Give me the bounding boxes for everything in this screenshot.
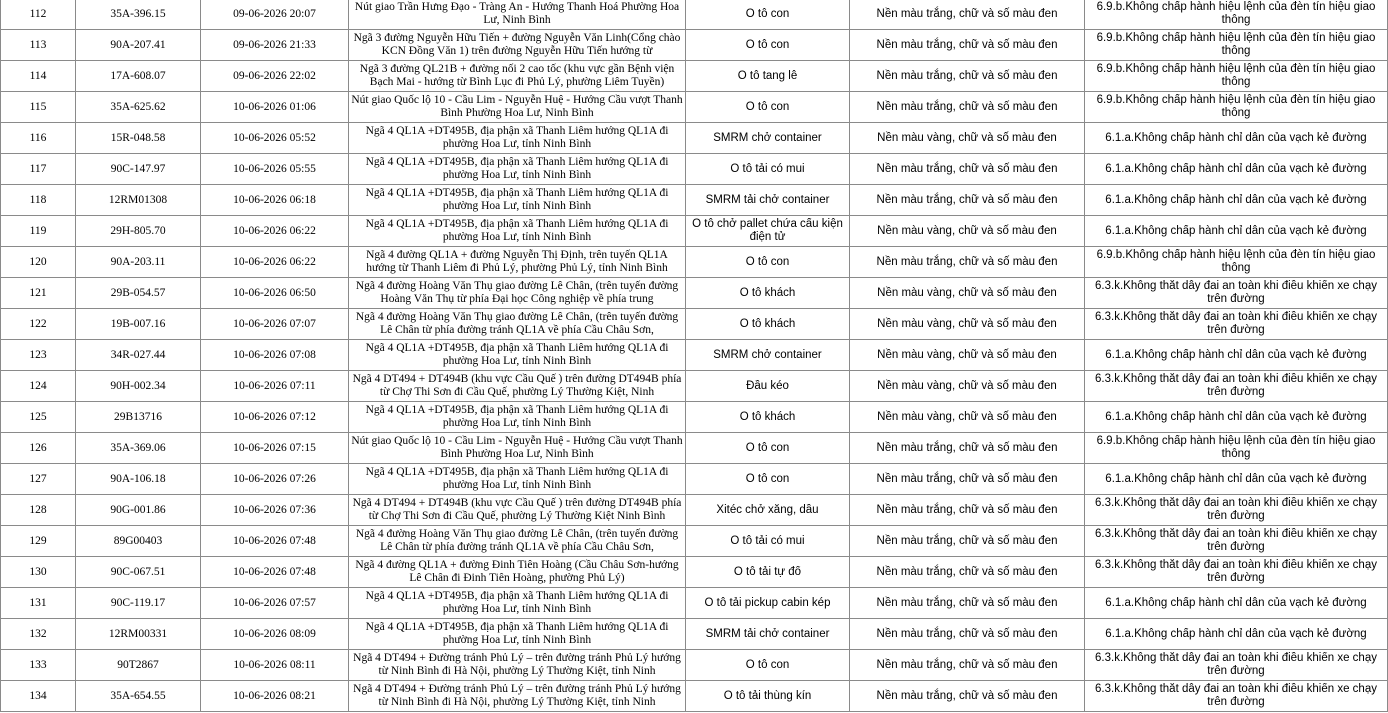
violation-cell xyxy=(1085,216,1388,247)
location-cell xyxy=(349,0,686,30)
plate-color-cell: Nền màu vàng, chữ và số màu đen xyxy=(850,123,1085,154)
plate-number-cell: 90A-106.18 xyxy=(76,464,201,495)
location-cell-text: Ngã 4 QL1A +DT495B, địa phận xã Thanh Liêm hướng QL1A đi phường Hoa Lư, tỉnh Ninh Bình xyxy=(365,590,669,615)
plate-color-cell: Nền màu vàng, chữ và số màu đen xyxy=(850,278,1085,309)
violation-cell xyxy=(1085,371,1388,402)
violation-cell xyxy=(1085,526,1388,557)
vehicle-type-cell xyxy=(686,154,850,185)
violation-time-cell: 10-06-2026 07:07 xyxy=(201,309,349,340)
vehicle-type-cell-text: Ô tô con xyxy=(745,472,790,485)
vehicle-type-cell xyxy=(686,123,850,154)
row-number-cell: 133 xyxy=(1,650,76,681)
location-cell xyxy=(349,92,686,123)
table-row xyxy=(1,61,1388,92)
table-row xyxy=(1,433,1388,464)
violation-time-cell: 10-06-2026 07:26 xyxy=(201,464,349,495)
plate-number-cell: 90A-207.41 xyxy=(76,30,201,61)
vehicle-type-cell-text: Ô tô con xyxy=(745,7,790,20)
plate-color-cell: Nền màu trắng, chữ và số màu đen xyxy=(850,0,1085,30)
table-row xyxy=(1,123,1388,154)
row-number-cell: 117 xyxy=(1,154,76,185)
plate-number-cell: 35A-369.06 xyxy=(76,433,201,464)
table-row xyxy=(1,495,1388,526)
vehicle-type-cell-text: SMRM chở container xyxy=(713,131,822,144)
vehicle-type-cell-text: Ô tô chở pallet chứa cấu kiện điện tử xyxy=(692,218,843,243)
vehicle-type-cell xyxy=(686,340,850,371)
plate-number-cell: 15R-048.58 xyxy=(76,123,201,154)
vehicle-type-cell xyxy=(686,185,850,216)
location-cell xyxy=(349,371,686,402)
location-cell xyxy=(349,402,686,433)
location-cell-text: Ngã 4 QL1A +DT495B, địa phận xã Thanh Liêm hướng QL1A đi phường Hoa Lư, tỉnh Ninh Bình xyxy=(365,466,669,491)
location-cell-text: Nút giao Quốc lộ 10 - Cầu Lim - Nguyễn Huệ - Hướng Cầu vượt Thanh Bình Phường Hoa Lư, Ninh Bình xyxy=(351,435,683,460)
plate-color-cell: Nền màu trắng, chữ và số màu đen xyxy=(850,92,1085,123)
violation-cell-text: 6.3.k.Không thắt dây đai an toàn khi điều khiển xe chạy trên đường xyxy=(1095,559,1377,584)
plate-number-cell: 35A-625.62 xyxy=(76,92,201,123)
plate-number-cell: 90C-067.51 xyxy=(76,557,201,588)
violation-cell xyxy=(1085,681,1388,712)
violation-cell xyxy=(1085,247,1388,278)
plate-color-cell: Nền màu trắng, chữ và số màu đen xyxy=(850,495,1085,526)
plate-color-cell: Nền màu vàng, chữ và số màu đen xyxy=(850,371,1085,402)
row-number-cell: 118 xyxy=(1,185,76,216)
vehicle-type-cell xyxy=(686,464,850,495)
row-number-cell: 131 xyxy=(1,588,76,619)
row-number-cell: 116 xyxy=(1,123,76,154)
violation-cell xyxy=(1085,0,1388,30)
vehicle-type-cell xyxy=(686,650,850,681)
plate-color-cell: Nền màu trắng, chữ và số màu đen xyxy=(850,681,1085,712)
violation-cell-text: 6.1.a.Không chấp hành chỉ dẫn của vạch kẻ đường xyxy=(1105,193,1367,206)
vehicle-type-cell-text: Ô tô khách xyxy=(739,317,796,330)
vehicle-type-cell xyxy=(686,61,850,92)
violation-time-cell: 10-06-2026 07:12 xyxy=(201,402,349,433)
vehicle-type-cell-text: Đầu kéo xyxy=(746,379,789,392)
violation-cell-text: 6.1.a.Không chấp hành chỉ dẫn của vạch kẻ đường xyxy=(1105,627,1367,640)
violation-time-cell: 10-06-2026 06:22 xyxy=(201,216,349,247)
row-number-cell: 130 xyxy=(1,557,76,588)
location-cell xyxy=(349,247,686,278)
violation-cell-text: 6.1.a.Không chấp hành chỉ dẫn của vạch kẻ đường xyxy=(1105,131,1367,144)
plate-number-cell: 90A-203.11 xyxy=(76,247,201,278)
violation-time-cell: 09-06-2026 20:07 xyxy=(201,0,349,30)
row-number-cell: 120 xyxy=(1,247,76,278)
vehicle-type-cell xyxy=(686,278,850,309)
violation-time-cell: 10-06-2026 05:52 xyxy=(201,123,349,154)
plate-color-cell: Nền màu trắng, chữ và số màu đen xyxy=(850,650,1085,681)
location-cell-text: Ngã 4 DT494 + DT494B (khu vực Cầu Quế ) trên đường DT494B phía từ Chợ Thi Sơn đi Cầu Quế, phường Lý Thường Kiệt Ninh Bình xyxy=(352,497,682,522)
vehicle-type-cell-text: Ô tô tải có mui xyxy=(730,534,805,547)
violation-cell-text: 6.9.b.Không chấp hành hiệu lệnh của đèn tín hiệu giao thông xyxy=(1096,435,1376,460)
vehicle-type-cell xyxy=(686,371,850,402)
plate-color-cell: Nền màu trắng, chữ và số màu đen xyxy=(850,526,1085,557)
violation-cell-text: 6.3.k.Không thắt dây đai an toàn khi điều khiển xe chạy trên đường xyxy=(1095,280,1377,305)
vehicle-type-cell xyxy=(686,681,850,712)
plate-number-cell: 35A-654.55 xyxy=(76,681,201,712)
violation-time-cell: 10-06-2026 07:36 xyxy=(201,495,349,526)
violation-cell-text: 6.3.k.Không thắt dây đai an toàn khi điều khiển xe chạy trên đường xyxy=(1095,528,1377,553)
vehicle-type-cell-text: Ô tô con xyxy=(745,658,790,671)
vehicle-type-cell-text: Ô tô khách xyxy=(739,286,796,299)
violation-time-cell: 10-06-2026 08:11 xyxy=(201,650,349,681)
table-row xyxy=(1,340,1388,371)
plate-number-cell: 90T2867 xyxy=(76,650,201,681)
location-cell-text: Ngã 4 QL1A +DT495B, địa phận xã Thanh Liêm hướng QL1A đi phường Hoa Lư, tỉnh Ninh Bình xyxy=(365,621,669,646)
violation-time-cell: 10-06-2026 08:21 xyxy=(201,681,349,712)
violation-cell-text: 6.9.b.Không chấp hành hiệu lệnh của đèn tín hiệu giao thông xyxy=(1096,63,1376,88)
location-cell xyxy=(349,61,686,92)
vehicle-type-cell xyxy=(686,216,850,247)
location-cell xyxy=(349,278,686,309)
violation-cell-text: 6.9.b.Không chấp hành hiệu lệnh của đèn tín hiệu giao thông xyxy=(1096,1,1376,26)
location-cell xyxy=(349,340,686,371)
plate-color-cell: Nền màu trắng, chữ và số màu đen xyxy=(850,185,1085,216)
location-cell-text: Ngã 4 QL1A +DT495B, địa phận xã Thanh Liêm hướng QL1A đi phường Hoa Lư, tỉnh Ninh Bình xyxy=(365,342,669,367)
vehicle-type-cell xyxy=(686,92,850,123)
row-number-cell: 112 xyxy=(1,0,76,30)
violation-cell-text: 6.3.k.Không thắt dây đai an toàn khi điều khiển xe chạy trên đường xyxy=(1095,497,1377,522)
table-row xyxy=(1,681,1388,712)
violation-cell-text: 6.1.a.Không chấp hành chỉ dẫn của vạch kẻ đường xyxy=(1105,410,1367,423)
plate-color-cell: Nền màu vàng, chữ và số màu đen xyxy=(850,340,1085,371)
violation-cell-text: 6.1.a.Không chấp hành chỉ dẫn của vạch kẻ đường xyxy=(1105,472,1367,485)
violation-time-cell: 10-06-2026 07:15 xyxy=(201,433,349,464)
violation-time-cell: 10-06-2026 06:50 xyxy=(201,278,349,309)
vehicle-type-cell xyxy=(686,402,850,433)
plate-number-cell: 29H-805.70 xyxy=(76,216,201,247)
location-cell xyxy=(349,588,686,619)
violation-cell xyxy=(1085,495,1388,526)
row-number-cell: 126 xyxy=(1,433,76,464)
location-cell-text: Ngã 4 DT494 + Đường tránh Phủ Lý – trên đường tránh Phủ Lý hướng từ Ninh Bình đi Hà Nội, phường Lý Thường Kiệt, tỉnh Ninh xyxy=(353,683,681,708)
vehicle-type-cell-text: Ô tô con xyxy=(745,100,790,113)
violation-cell-text: 6.3.k.Không thắt dây đai an toàn khi điều khiển xe chạy trên đường xyxy=(1095,311,1377,336)
violation-cell-text: 6.9.b.Không chấp hành hiệu lệnh của đèn tín hiệu giao thông xyxy=(1096,32,1376,57)
violation-cell xyxy=(1085,185,1388,216)
location-cell-text: Nút giao Quốc lộ 10 - Cầu Lim - Nguyễn Huệ - Hướng Cầu vượt Thanh Bình Phường Hoa Lư, Ninh Bình xyxy=(351,94,683,119)
plate-number-cell: 90H-002.34 xyxy=(76,371,201,402)
location-cell-text: Ngã 4 QL1A +DT495B, địa phận xã Thanh Liêm hướng QL1A đi phường Hoa Lư, tỉnh Ninh Bình xyxy=(365,156,669,181)
vehicle-type-cell xyxy=(686,247,850,278)
table-row xyxy=(1,0,1388,30)
violation-time-cell: 10-06-2026 07:57 xyxy=(201,588,349,619)
location-cell xyxy=(349,123,686,154)
location-cell-text: Ngã 4 đường Hoàng Văn Thụ giao đường Lê Chân, (trên tuyến đường Lê Chân từ phía đường tránh QL1A về phía Cầu Châu Sơn, xyxy=(355,311,679,336)
vehicle-type-cell-text: Ô tô tang lễ xyxy=(737,69,798,82)
vehicle-type-cell-text: SMRM chở container xyxy=(713,348,822,361)
location-cell xyxy=(349,495,686,526)
plate-color-cell: Nền màu trắng, chữ và số màu đen xyxy=(850,588,1085,619)
vehicle-type-cell xyxy=(686,495,850,526)
plate-color-cell: Nền màu trắng, chữ và số màu đen xyxy=(850,557,1085,588)
row-number-cell: 113 xyxy=(1,30,76,61)
violation-cell-text: 6.3.k.Không thắt dây đai an toàn khi điều khiển xe chạy trên đường xyxy=(1095,683,1377,708)
row-number-cell: 121 xyxy=(1,278,76,309)
table-body xyxy=(1,0,1388,712)
vehicle-type-cell-text: Xitéc chở xăng, dầu xyxy=(716,503,819,516)
location-cell-text: Ngã 4 đường Hoàng Văn Thụ giao đường Lê Chân, (trên tuyến đường Lê Chân từ phía đường tránh QL1A về phía Cầu Châu Sơn, xyxy=(355,528,679,553)
violation-time-cell: 10-06-2026 05:55 xyxy=(201,154,349,185)
location-cell xyxy=(349,650,686,681)
plate-color-cell: Nền màu vàng, chữ và số màu đen xyxy=(850,216,1085,247)
vehicle-type-cell xyxy=(686,30,850,61)
location-cell xyxy=(349,309,686,340)
plate-number-cell: 90C-119.17 xyxy=(76,588,201,619)
violation-time-cell: 10-06-2026 07:08 xyxy=(201,340,349,371)
violation-cell xyxy=(1085,30,1388,61)
table-row xyxy=(1,588,1388,619)
location-cell-text: Ngã 4 DT494 + Đường tránh Phủ Lý – trên đường tránh Phủ Lý hướng từ Ninh Bình đi Hà Nội, phường Lý Thường Kiệt, tỉnh Ninh xyxy=(353,652,681,677)
location-cell-text: Ngã 4 đường Hoàng Văn Thụ giao đường Lê Chân, (trên tuyến đường Hoàng Văn Thụ từ phía Đại học Công nghiệp về phía trung xyxy=(355,280,679,305)
location-cell-text: Ngã 3 đường Nguyễn Hữu Tiến + đường Nguyễn Văn Linh(Cổng chào KCN Đồng Văn 1) trên đường Nguyễn Hữu Tiến hướng từ xyxy=(353,32,681,57)
violation-cell xyxy=(1085,619,1388,650)
vehicle-type-cell-text: Ô tô con xyxy=(745,255,790,268)
violation-cell-text: 6.9.b.Không chấp hành hiệu lệnh của đèn tín hiệu giao thông xyxy=(1096,249,1376,274)
plate-number-cell: 19B-007.16 xyxy=(76,309,201,340)
violation-cell xyxy=(1085,92,1388,123)
vehicle-type-cell-text: SMRM tải chở container xyxy=(705,627,830,640)
row-number-cell: 129 xyxy=(1,526,76,557)
vehicle-type-cell-text: Ô tô khách xyxy=(739,410,796,423)
location-cell-text: Nút giao Trần Hưng Đạo - Tràng An - Hướng Thanh Hoá Phường Hoa Lư, Ninh Bình xyxy=(354,1,680,26)
table-row xyxy=(1,650,1388,681)
location-cell-text: Ngã 4 đường QL1A + đường Đinh Tiên Hoàng (Cầu Châu Sơn-hướng Lê Chân đi Đinh Tiên Hoàng, phường Phủ Lý) xyxy=(355,559,679,584)
violation-cell xyxy=(1085,123,1388,154)
row-number-cell: 119 xyxy=(1,216,76,247)
row-number-cell: 123 xyxy=(1,340,76,371)
table-row xyxy=(1,371,1388,402)
violation-cell xyxy=(1085,650,1388,681)
table-row xyxy=(1,154,1388,185)
plate-color-cell: Nền màu trắng, chữ và số màu đen xyxy=(850,464,1085,495)
plate-number-cell: 89G00403 xyxy=(76,526,201,557)
vehicle-type-cell xyxy=(686,588,850,619)
location-cell xyxy=(349,185,686,216)
table-row xyxy=(1,278,1388,309)
vehicle-type-cell-text: Ô tô tải pickup cabin kép xyxy=(704,596,831,609)
violation-cell xyxy=(1085,278,1388,309)
violation-cell xyxy=(1085,557,1388,588)
plate-number-cell: 12RM00331 xyxy=(76,619,201,650)
violation-cell xyxy=(1085,464,1388,495)
plate-color-cell: Nền màu trắng, chữ và số màu đen xyxy=(850,30,1085,61)
vehicle-type-cell-text: Ô tô tải có mui xyxy=(730,162,805,175)
row-number-cell: 132 xyxy=(1,619,76,650)
violation-cell-text: 6.3.k.Không thắt dây đai an toàn khi điều khiển xe chạy trên đường xyxy=(1095,373,1377,398)
table-row xyxy=(1,185,1388,216)
violation-cell xyxy=(1085,340,1388,371)
table-row xyxy=(1,557,1388,588)
violation-cell-text: 6.1.a.Không chấp hành chỉ dẫn của vạch kẻ đường xyxy=(1105,162,1367,175)
row-number-cell: 128 xyxy=(1,495,76,526)
violation-cell-text: 6.1.a.Không chấp hành chỉ dẫn của vạch kẻ đường xyxy=(1105,348,1367,361)
violation-cell xyxy=(1085,402,1388,433)
violation-cell xyxy=(1085,433,1388,464)
vehicle-type-cell-text: Ô tô tải tự đổ xyxy=(733,565,802,578)
plate-number-cell: 35A-396.15 xyxy=(76,0,201,30)
location-cell xyxy=(349,154,686,185)
violation-cell-text: 6.9.b.Không chấp hành hiệu lệnh của đèn tín hiệu giao thông xyxy=(1096,94,1376,119)
plate-number-cell: 12RM01308 xyxy=(76,185,201,216)
vehicle-type-cell xyxy=(686,0,850,30)
violation-time-cell: 10-06-2026 08:09 xyxy=(201,619,349,650)
location-cell-text: Ngã 4 QL1A +DT495B, địa phận xã Thanh Liêm hướng QL1A đi phường Hoa Lư, tỉnh Ninh Bình xyxy=(365,404,669,429)
location-cell-text: Ngã 3 đường QL21B + đường nối 2 cao tốc (khu vực gần Bệnh viện Bạch Mai - hướng từ Bình Lục đi Phủ Lý, phường Liêm Tuyền) xyxy=(359,63,675,88)
plate-number-cell: 29B13716 xyxy=(76,402,201,433)
vehicle-type-cell-text: Ô tô con xyxy=(745,441,790,454)
location-cell xyxy=(349,30,686,61)
plate-color-cell: Nền màu trắng, chữ và số màu đen xyxy=(850,61,1085,92)
vehicle-type-cell-text: SMRM tải chở container xyxy=(705,193,830,206)
table-row xyxy=(1,464,1388,495)
location-cell xyxy=(349,526,686,557)
violation-cell xyxy=(1085,588,1388,619)
location-cell xyxy=(349,464,686,495)
violation-time-cell: 10-06-2026 07:48 xyxy=(201,526,349,557)
row-number-cell: 115 xyxy=(1,92,76,123)
plate-color-cell: Nền màu trắng, chữ và số màu đen xyxy=(850,619,1085,650)
vehicle-type-cell xyxy=(686,526,850,557)
plate-number-cell: 34R-027.44 xyxy=(76,340,201,371)
violation-time-cell: 10-06-2026 01:06 xyxy=(201,92,349,123)
location-cell xyxy=(349,557,686,588)
violation-time-cell: 10-06-2026 07:48 xyxy=(201,557,349,588)
plate-color-cell: Nền màu vàng, chữ và số màu đen xyxy=(850,402,1085,433)
table-row xyxy=(1,402,1388,433)
violation-cell-text: 6.1.a.Không chấp hành chỉ dẫn của vạch kẻ đường xyxy=(1105,596,1367,609)
violation-cell-text: 6.3.k.Không thắt dây đai an toàn khi điều khiển xe chạy trên đường xyxy=(1095,652,1377,677)
location-cell xyxy=(349,433,686,464)
plate-number-cell: 17A-608.07 xyxy=(76,61,201,92)
location-cell-text: Ngã 4 QL1A +DT495B, địa phận xã Thanh Liêm hướng QL1A đi phường Hoa Lư, tỉnh Ninh Bình xyxy=(365,218,669,243)
row-number-cell: 122 xyxy=(1,309,76,340)
violation-cell xyxy=(1085,61,1388,92)
vehicle-type-cell xyxy=(686,433,850,464)
plate-number-cell: 90G-001.86 xyxy=(76,495,201,526)
plate-number-cell: 29B-054.57 xyxy=(76,278,201,309)
violation-time-cell: 10-06-2026 06:22 xyxy=(201,247,349,278)
vehicle-type-cell xyxy=(686,557,850,588)
plate-color-cell: Nền màu trắng, chữ và số màu đen xyxy=(850,433,1085,464)
row-number-cell: 125 xyxy=(1,402,76,433)
table-row xyxy=(1,216,1388,247)
location-cell-text: Ngã 4 QL1A +DT495B, địa phận xã Thanh Liêm hướng QL1A đi phường Hoa Lư, tỉnh Ninh Bình xyxy=(365,187,669,212)
location-cell xyxy=(349,681,686,712)
row-number-cell: 127 xyxy=(1,464,76,495)
vehicle-type-cell xyxy=(686,619,850,650)
vehicle-type-cell xyxy=(686,309,850,340)
vehicle-type-cell-text: Ô tô tải thùng kín xyxy=(723,689,812,702)
location-cell-text: Ngã 4 đường QL1A + đường Nguyễn Thị Định, trên tuyến QL1A hướng từ Thanh Liêm đi Phủ Lý, phường Phủ Lý, tỉnh Ninh Bình xyxy=(366,249,668,274)
vehicle-type-cell-text: Ô tô con xyxy=(745,38,790,51)
violation-time-cell: 10-06-2026 07:11 xyxy=(201,371,349,402)
location-cell-text: Ngã 4 DT494 + DT494B (khu vực Cầu Quế ) trên đường DT494B phía từ Chợ Thi Sơn đi Cầu Quế, phường Lý Thường Kiệt, Ninh xyxy=(352,373,682,398)
table-row xyxy=(1,30,1388,61)
location-cell xyxy=(349,216,686,247)
location-cell xyxy=(349,619,686,650)
row-number-cell: 134 xyxy=(1,681,76,712)
violation-time-cell: 09-06-2026 21:33 xyxy=(201,30,349,61)
plate-number-cell: 90C-147.97 xyxy=(76,154,201,185)
row-number-cell: 124 xyxy=(1,371,76,402)
table-row xyxy=(1,309,1388,340)
violation-cell-text: 6.1.a.Không chấp hành chỉ dẫn của vạch kẻ đường xyxy=(1105,224,1367,237)
table-row xyxy=(1,92,1388,123)
plate-color-cell: Nền màu trắng, chữ và số màu đen xyxy=(850,154,1085,185)
location-cell-text: Ngã 4 QL1A +DT495B, địa phận xã Thanh Liêm hướng QL1A đi phường Hoa Lư, tỉnh Ninh Bình xyxy=(365,125,669,150)
plate-color-cell: Nền màu vàng, chữ và số màu đen xyxy=(850,309,1085,340)
table-row xyxy=(1,619,1388,650)
violation-time-cell: 10-06-2026 06:18 xyxy=(201,185,349,216)
violation-time-cell: 09-06-2026 22:02 xyxy=(201,61,349,92)
row-number-cell: 114 xyxy=(1,61,76,92)
violation-cell xyxy=(1085,154,1388,185)
table-row xyxy=(1,526,1388,557)
plate-color-cell: Nền màu trắng, chữ và số màu đen xyxy=(850,247,1085,278)
table-row xyxy=(1,247,1388,278)
violation-cell xyxy=(1085,309,1388,340)
